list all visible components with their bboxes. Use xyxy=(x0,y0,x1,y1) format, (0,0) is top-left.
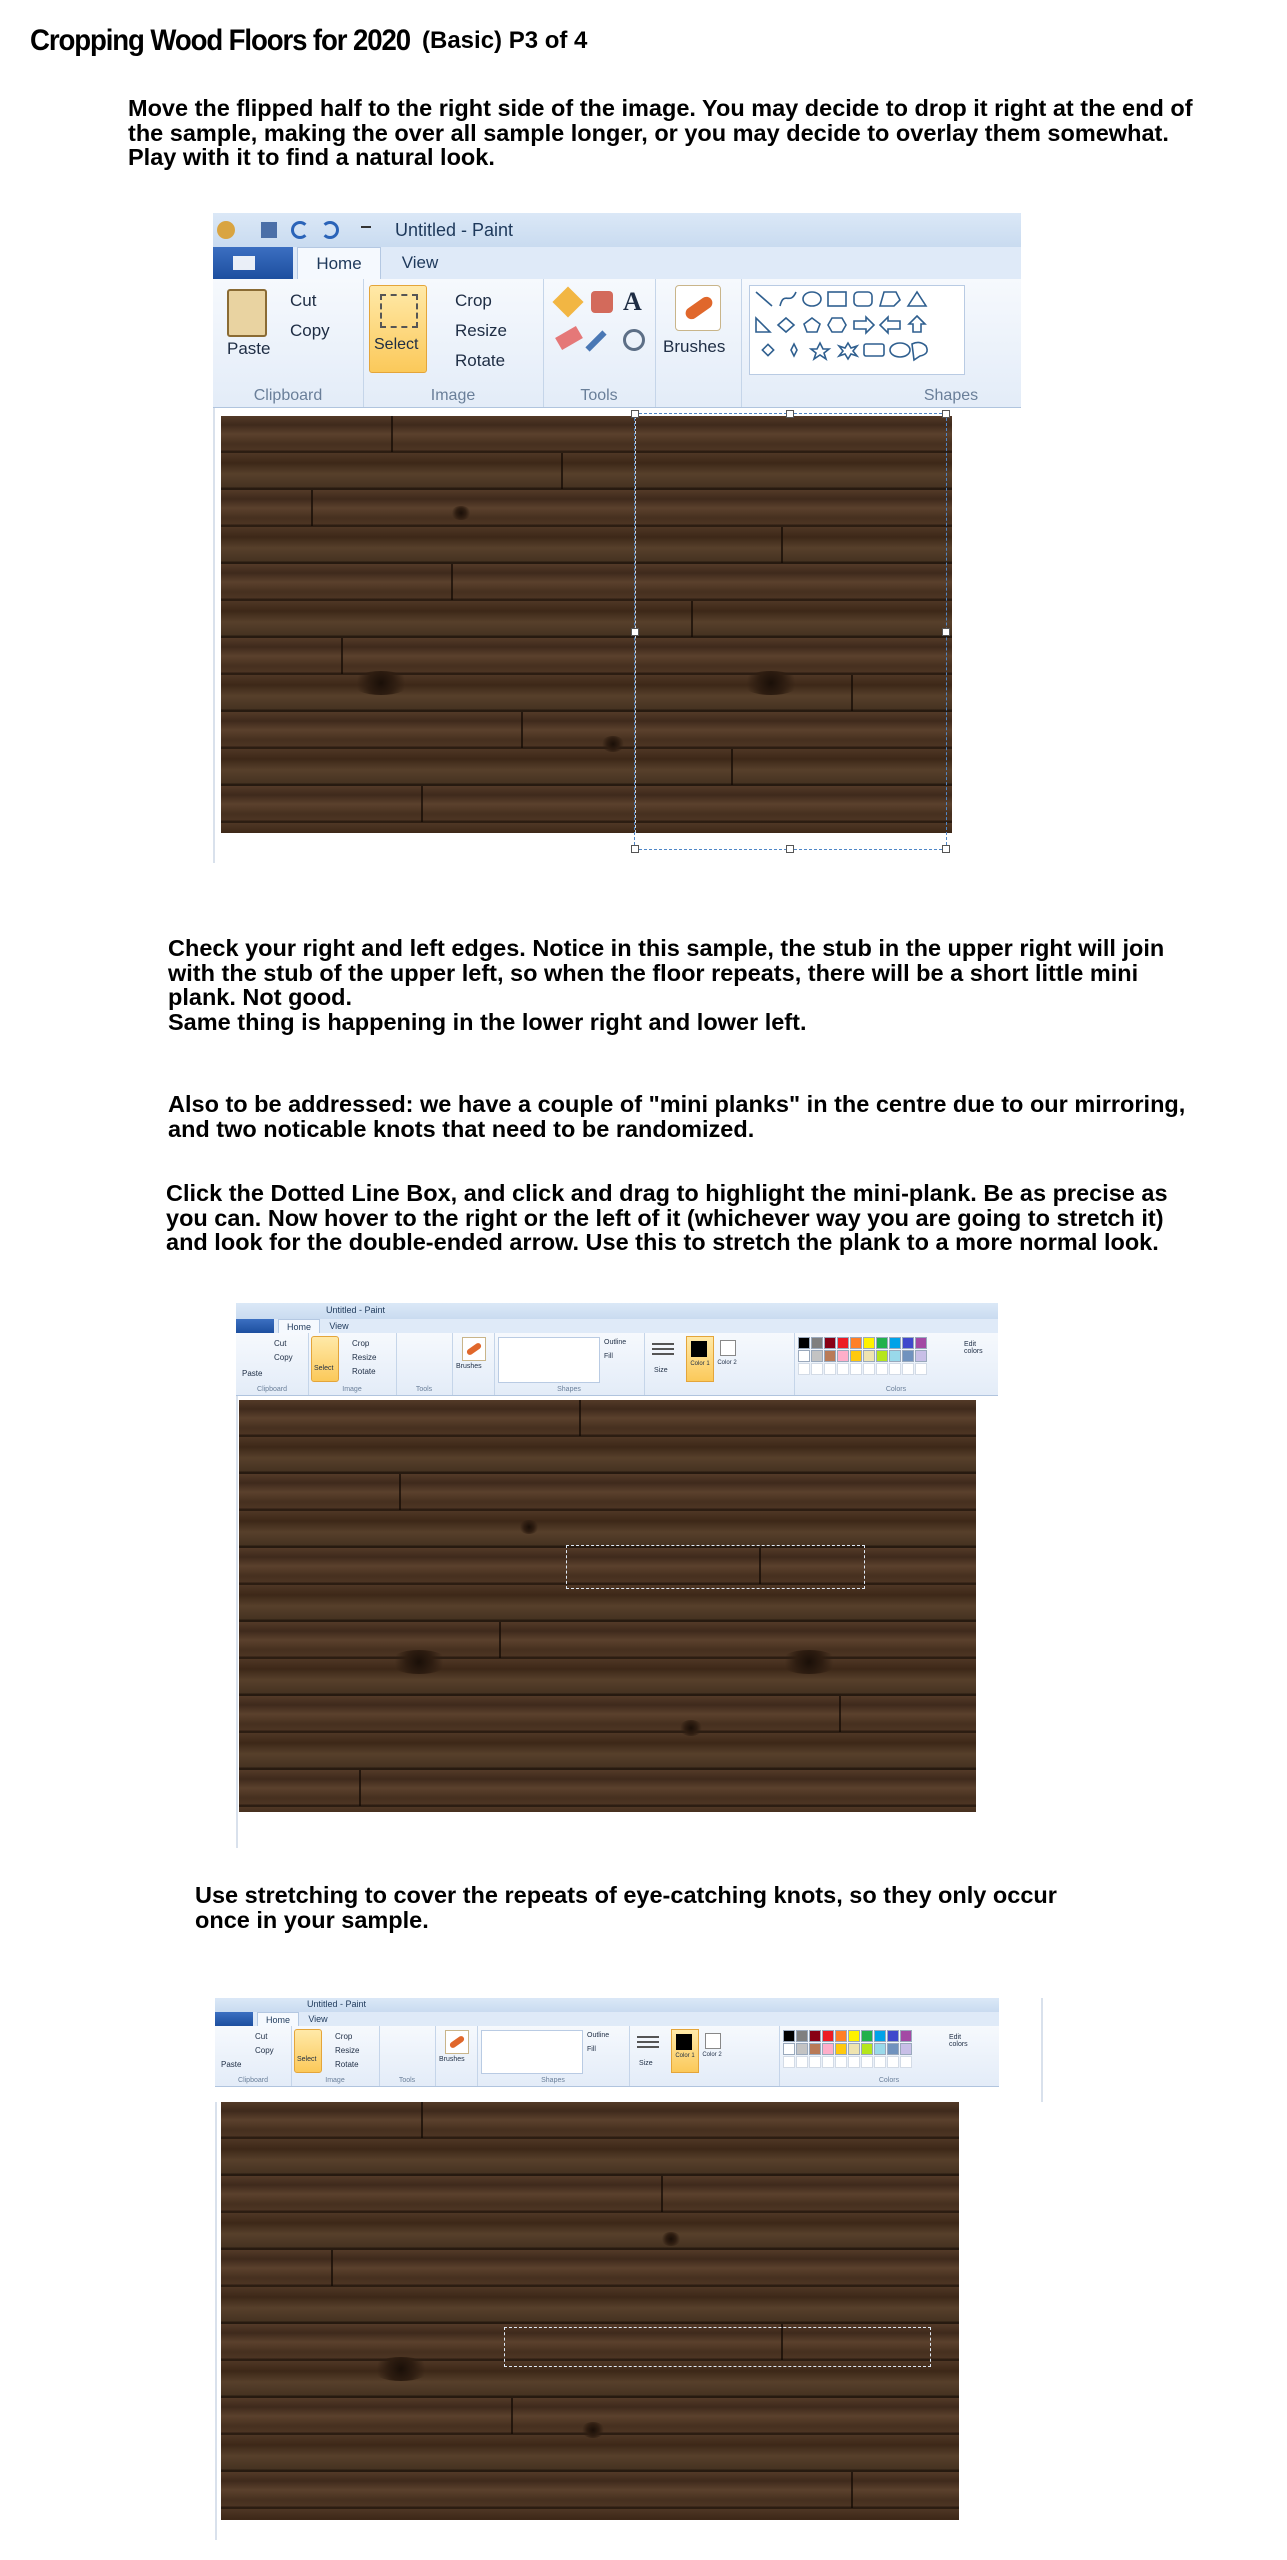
canvas-edge xyxy=(213,408,215,863)
instruction-paragraph-3 xyxy=(168,1092,1185,1141)
outline-button[interactable]: Outline xyxy=(587,2032,610,2039)
plank-seam xyxy=(851,2472,853,2508)
palette-swatch[interactable] xyxy=(861,2030,873,2042)
brushes-icon[interactable] xyxy=(462,1337,486,1361)
color2-swatch xyxy=(705,2033,721,2049)
palette-swatch-empty[interactable] xyxy=(796,2056,808,2068)
palette-swatch-empty[interactable] xyxy=(835,2056,847,2068)
image-label: Image xyxy=(430,387,476,404)
size-button[interactable]: Size xyxy=(654,1367,668,1374)
palette-swatch-empty[interactable] xyxy=(783,2056,795,2068)
palette-swatch[interactable] xyxy=(900,2043,912,2055)
page-title: Cropping Wood Floors for 2020 xyxy=(30,24,410,57)
palette-swatch[interactable] xyxy=(876,1350,888,1362)
quick-access-toolbar xyxy=(236,1303,998,1320)
size-icon[interactable] xyxy=(652,1343,674,1345)
file-menu-button[interactable] xyxy=(236,1319,274,1333)
plank-seam xyxy=(451,564,453,600)
paint-screenshot-2 xyxy=(236,1303,998,1848)
instruction-paragraph-5 xyxy=(195,1883,1057,1932)
instruction-paragraph-1 xyxy=(128,96,1193,170)
resize-button[interactable]: Resize xyxy=(352,1353,377,1362)
color2-button[interactable] xyxy=(701,2029,725,2071)
rotate-button[interactable]: Rotate xyxy=(335,2060,359,2069)
tools-label: Tools xyxy=(415,1386,433,1393)
paragraph-line: once in your sample. xyxy=(195,1906,429,1933)
brushes-icon[interactable] xyxy=(445,2030,469,2054)
select-label: Select xyxy=(314,1365,334,1372)
paragraph-line: Use stretching to cover the repeats of eye-catching knots, so they only occur xyxy=(195,1882,1057,1908)
color1-swatch xyxy=(691,1341,707,1357)
palette-swatch[interactable] xyxy=(887,2043,899,2055)
palette-swatch[interactable] xyxy=(887,2030,899,2042)
copy-button[interactable]: Copy xyxy=(274,1353,293,1362)
tab-view[interactable]: View xyxy=(401,253,439,272)
clipboard-group xyxy=(213,279,364,407)
wood-knot xyxy=(661,2232,681,2246)
resize-button[interactable]: Resize xyxy=(335,2046,360,2055)
clipboard-label: Clipboard xyxy=(238,2077,268,2084)
quick-access-toolbar xyxy=(213,213,1021,248)
wood-floor-image[interactable] xyxy=(221,2102,959,2520)
crop-button[interactable]: Crop xyxy=(335,2032,353,2041)
customize-toolbar-icon[interactable] xyxy=(361,226,371,236)
select-button[interactable] xyxy=(294,2029,322,2073)
window-title: Untitled - Paint xyxy=(395,220,514,240)
color2-swatch xyxy=(720,1340,736,1356)
palette-swatch-empty[interactable] xyxy=(902,1363,914,1375)
palette-swatch[interactable] xyxy=(811,1337,823,1349)
palette-swatch[interactable] xyxy=(835,2043,847,2055)
palette-swatch[interactable] xyxy=(850,1337,862,1349)
image-label: Image xyxy=(342,1386,362,1393)
color1-swatch xyxy=(676,2034,692,2050)
page-subtitle: (Basic) P3 of 4 xyxy=(422,27,588,54)
clipboard-label: Clipboard xyxy=(257,1386,287,1393)
palette-swatch[interactable] xyxy=(824,1337,836,1349)
resize-handle[interactable] xyxy=(631,845,639,853)
palette-swatch-empty[interactable] xyxy=(809,2056,821,2068)
palette-swatch[interactable] xyxy=(783,2043,795,2055)
select-button[interactable] xyxy=(311,1336,339,1382)
plank-seam xyxy=(421,2102,423,2138)
shapes-label: Shapes xyxy=(557,1386,581,1393)
instruction-paragraph-2 xyxy=(168,936,1164,1034)
color2-label: Color 2 xyxy=(717,1360,737,1366)
paragraph-line: Click the Dotted Line Box, and click and drag to highlight the mini-plank. Be as precise as xyxy=(166,1180,1168,1206)
palette-swatch-empty[interactable] xyxy=(837,1363,849,1375)
plank-seam xyxy=(311,490,313,526)
wood-knot xyxy=(779,1650,839,1674)
plank-seam xyxy=(579,1400,581,1436)
tab-home[interactable]: Home xyxy=(297,247,381,279)
resize-handle[interactable] xyxy=(942,845,950,853)
paragraph-line: Same thing is happening in the lower right and lower left. xyxy=(168,1008,807,1035)
size-button[interactable]: Size xyxy=(639,2060,653,2067)
window-edge xyxy=(1041,1998,1043,2102)
cut-button[interactable]: Cut xyxy=(255,2032,268,2041)
palette-swatch-empty[interactable] xyxy=(887,2056,899,2068)
shapes-icons xyxy=(750,286,964,374)
plank-seam xyxy=(421,786,423,822)
quick-access-toolbar xyxy=(215,1998,999,2013)
brush-stroke-icon xyxy=(683,294,714,321)
image-group xyxy=(291,2026,380,2086)
crop-button[interactable]: Crop xyxy=(455,291,492,310)
shapes-gallery[interactable] xyxy=(481,2030,583,2074)
palette-swatch-empty[interactable] xyxy=(850,1363,862,1375)
palette-swatch[interactable] xyxy=(822,2030,834,2042)
palette-swatch[interactable] xyxy=(824,1350,836,1362)
palette-swatch[interactable] xyxy=(783,2030,795,2042)
wood-knot xyxy=(601,736,625,752)
tab-view[interactable]: View xyxy=(329,1321,349,1331)
paint-screenshot-3 xyxy=(215,1998,1045,2540)
plank-seam xyxy=(839,1696,841,1732)
copy-button[interactable]: Copy xyxy=(290,321,330,340)
brushes-group xyxy=(655,279,742,407)
fill-icon[interactable] xyxy=(591,291,613,313)
wood-knot xyxy=(519,1520,539,1534)
wood-knot xyxy=(389,1650,449,1674)
copy-button[interactable]: Copy xyxy=(255,2046,274,2055)
select-label: Select xyxy=(297,2056,317,2063)
colors-group xyxy=(779,2026,999,2086)
color-picker-icon[interactable] xyxy=(585,330,606,351)
outline-button[interactable]: Outline xyxy=(604,1339,627,1346)
stretched-plank-selection[interactable] xyxy=(504,2327,931,2367)
tools-group xyxy=(396,1333,453,1395)
paragraph-line: with the stub of the upper left, so when the floor repeats, there will be a short little mini xyxy=(168,959,1139,986)
redo-icon[interactable] xyxy=(321,221,339,239)
file-menu-button[interactable] xyxy=(213,247,293,279)
palette-swatch-empty[interactable] xyxy=(798,1363,810,1375)
colors-label: Colors xyxy=(885,1386,907,1393)
palette-swatch[interactable] xyxy=(863,1337,875,1349)
palette-swatch[interactable] xyxy=(900,2030,912,2042)
clipboard-group xyxy=(236,1333,309,1395)
paste-button[interactable]: Paste xyxy=(221,2060,242,2069)
paint-app-icon xyxy=(217,221,235,239)
fill-button[interactable]: Fill xyxy=(604,1353,613,1360)
paragraph-line: you can. Now hover to the right or the left of it (whichever way you are going to stretch it) xyxy=(166,1204,1164,1231)
plank-seam xyxy=(661,2176,663,2212)
color1-button[interactable] xyxy=(686,1336,714,1382)
tools-label: Tools xyxy=(398,2077,416,2084)
palette-swatch[interactable] xyxy=(796,2030,808,2042)
fill-button[interactable]: Fill xyxy=(587,2046,596,2053)
palette-swatch[interactable] xyxy=(861,2043,873,2055)
color1-label: Color 1 xyxy=(675,2053,695,2059)
plank-seam xyxy=(561,453,563,489)
brushes-group xyxy=(435,2026,478,2086)
plank-seam xyxy=(499,1622,501,1658)
paragraph-line: Move the flipped half to the right side of the image. You may decide to drop it right at the end of xyxy=(128,95,1193,121)
paragraph-line: plank. Not good. xyxy=(168,984,353,1010)
palette-swatch-empty[interactable] xyxy=(876,1363,888,1375)
tab-home[interactable]: Home xyxy=(257,2012,299,2026)
palette-swatch-empty[interactable] xyxy=(861,2056,873,2068)
magnifier-icon[interactable] xyxy=(623,329,645,351)
palette-swatch[interactable] xyxy=(811,1350,823,1362)
size-color-group xyxy=(629,2026,780,2086)
palette-swatch[interactable] xyxy=(850,1350,862,1362)
colors-group xyxy=(794,1333,998,1395)
paint-canvas-area[interactable] xyxy=(236,1396,998,1848)
palette-swatch[interactable] xyxy=(822,2043,834,2055)
color2-button[interactable] xyxy=(716,1336,740,1380)
paragraph-line: and look for the double-ended arrow. Use this to stretch the plank to a more normal look. xyxy=(166,1229,1159,1255)
paragraph-line: and two noticable knots that need to be randomized. xyxy=(168,1115,755,1142)
cut-button[interactable]: Cut xyxy=(290,291,317,310)
plank-seam xyxy=(521,712,523,748)
select-button[interactable] xyxy=(369,285,427,373)
palette-swatch[interactable] xyxy=(902,1337,914,1349)
resize-handle[interactable] xyxy=(631,628,639,636)
rotate-button[interactable]: Rotate xyxy=(455,351,506,370)
palette-swatch-empty[interactable] xyxy=(915,1363,927,1375)
paint-screenshot-1 xyxy=(213,213,1021,863)
clipboard-group xyxy=(215,2026,292,2086)
palette-swatch[interactable] xyxy=(876,1337,888,1349)
wood-knot xyxy=(581,2422,605,2438)
wood-knot xyxy=(451,506,471,520)
palette-swatch[interactable] xyxy=(889,1350,901,1362)
selection-rectangle[interactable] xyxy=(634,413,947,850)
palette-swatch[interactable] xyxy=(837,1350,849,1362)
palette-swatch[interactable] xyxy=(809,2043,821,2055)
palette-swatch[interactable] xyxy=(902,1350,914,1362)
palette-swatch-empty[interactable] xyxy=(900,2056,912,2068)
brushes-button[interactable]: Brushes xyxy=(456,1363,482,1370)
resize-handle[interactable] xyxy=(631,410,639,418)
plank-seam xyxy=(341,638,343,674)
paint-ribbon-wrapper xyxy=(215,1998,999,2102)
resize-handle[interactable] xyxy=(942,410,950,418)
shapes-gallery[interactable] xyxy=(498,1337,600,1383)
wood-floor-image[interactable] xyxy=(239,1400,976,1812)
paste-button[interactable]: Paste xyxy=(227,339,271,358)
image-group xyxy=(308,1333,397,1395)
mini-plank-selection[interactable] xyxy=(566,1545,865,1589)
palette-swatch[interactable] xyxy=(798,1350,810,1362)
ribbon-tabs xyxy=(215,2012,999,2026)
palette-swatch-empty[interactable] xyxy=(824,1363,836,1375)
color1-label: Color 1 xyxy=(690,1361,710,1367)
ribbon xyxy=(213,279,1021,408)
resize-button[interactable]: Resize xyxy=(455,321,507,340)
image-label: Image xyxy=(325,2077,345,2084)
brushes-button[interactable]: Brushes xyxy=(663,337,726,356)
wood-knot xyxy=(371,2357,431,2381)
palette-swatch[interactable] xyxy=(837,1337,849,1349)
resize-handle[interactable] xyxy=(786,845,794,853)
document-header xyxy=(30,24,588,58)
shapes-gallery[interactable] xyxy=(749,285,965,375)
file-menu-button[interactable] xyxy=(215,2012,253,2026)
palette-swatch[interactable] xyxy=(835,2030,847,2042)
ribbon-tabs xyxy=(236,1319,998,1333)
paragraph-line: Also to be addressed: we have a couple of "mini planks" in the centre due to our mirroring, xyxy=(168,1091,1186,1117)
resize-handle[interactable] xyxy=(942,628,950,636)
window-title: Untitled - Paint xyxy=(307,1999,367,2009)
shapes-group xyxy=(494,1333,645,1395)
plank-seam xyxy=(391,416,393,452)
tools-group xyxy=(379,2026,436,2086)
plank-seam xyxy=(399,1474,401,1510)
wood-knot xyxy=(351,671,411,695)
paragraph-line: the sample, making the over all sample longer, or you may decide to overlay them somewhat. xyxy=(128,119,1169,146)
rotate-button[interactable]: Rotate xyxy=(352,1367,376,1376)
save-icon[interactable] xyxy=(261,222,277,238)
palette-swatch[interactable] xyxy=(915,1350,927,1362)
instruction-paragraph-4 xyxy=(166,1181,1168,1255)
tools-group xyxy=(543,279,656,407)
palette-swatch[interactable] xyxy=(798,1337,810,1349)
crop-button[interactable]: Crop xyxy=(352,1339,370,1348)
size-color-group xyxy=(644,1333,795,1395)
tools-label: Tools xyxy=(580,387,618,404)
undo-icon[interactable] xyxy=(291,221,309,239)
edit-colors-button[interactable]: Edit colors xyxy=(964,1341,983,1355)
ribbon xyxy=(236,1333,998,1396)
resize-handle[interactable] xyxy=(786,410,794,418)
paste-icon[interactable] xyxy=(227,289,267,337)
brush-stroke-icon xyxy=(466,1342,483,1356)
plank-seam xyxy=(359,1770,361,1806)
shapes-label: Shapes xyxy=(923,387,979,404)
brush-stroke-icon xyxy=(449,2035,466,2049)
select-icon xyxy=(380,294,418,328)
paste-button[interactable]: Paste xyxy=(242,1369,263,1378)
shapes-label: Shapes xyxy=(541,2077,565,2084)
palette-swatch[interactable] xyxy=(796,2043,808,2055)
pencil-icon[interactable] xyxy=(552,286,583,317)
palette-swatch-empty[interactable] xyxy=(863,1363,875,1375)
palette-swatch-empty[interactable] xyxy=(874,2056,886,2068)
brushes-group xyxy=(452,1333,495,1395)
size-icon[interactable] xyxy=(637,2036,659,2038)
palette-swatch[interactable] xyxy=(915,1337,927,1349)
wood-knot xyxy=(679,1720,703,1736)
palette-swatch[interactable] xyxy=(874,2043,886,2055)
paragraph-line: Play with it to find a natural look. xyxy=(128,144,495,170)
file-menu-icon xyxy=(233,256,255,270)
eraser-icon[interactable] xyxy=(555,326,583,350)
ribbon-tabs xyxy=(213,247,1021,279)
image-group xyxy=(363,279,544,407)
plank-seam xyxy=(331,2250,333,2286)
palette-swatch-empty[interactable] xyxy=(889,1363,901,1375)
shapes-group xyxy=(741,279,1021,407)
color2-label: Color 2 xyxy=(702,2052,722,2058)
palette-swatch[interactable] xyxy=(889,1337,901,1349)
window-title: Untitled - Paint xyxy=(326,1305,386,1315)
color1-button[interactable] xyxy=(671,2029,699,2073)
ribbon xyxy=(215,2026,999,2087)
palette-swatch[interactable] xyxy=(809,2030,821,2042)
palette-swatch[interactable] xyxy=(874,2030,886,2042)
canvas-edge xyxy=(215,2102,217,2540)
plank-seam xyxy=(511,2398,513,2434)
palette-swatch[interactable] xyxy=(848,2030,860,2042)
palette-swatch[interactable] xyxy=(863,1350,875,1362)
tab-view[interactable]: View xyxy=(308,2014,328,2024)
text-icon[interactable]: A xyxy=(623,287,642,316)
paint-canvas-area[interactable] xyxy=(213,408,1021,863)
edit-colors-button[interactable]: Edit colors xyxy=(949,2034,968,2048)
palette-swatch-empty[interactable] xyxy=(822,2056,834,2068)
palette-swatch-empty[interactable] xyxy=(848,2056,860,2068)
tab-home[interactable]: Home xyxy=(278,1319,320,1333)
select-label: Select xyxy=(374,336,419,353)
brushes-button[interactable]: Brushes xyxy=(439,2056,465,2063)
colors-label: Colors xyxy=(878,2077,900,2084)
canvas-edge xyxy=(236,1396,238,1848)
clipboard-label: Clipboard xyxy=(253,387,323,404)
paragraph-line: Check your right and left edges. Notice in this sample, the stub in the upper right will join xyxy=(168,935,1165,961)
brushes-icon[interactable] xyxy=(675,285,721,331)
palette-swatch-empty[interactable] xyxy=(811,1363,823,1375)
shapes-group xyxy=(477,2026,630,2086)
cut-button[interactable]: Cut xyxy=(274,1339,287,1348)
palette-swatch[interactable] xyxy=(848,2043,860,2055)
